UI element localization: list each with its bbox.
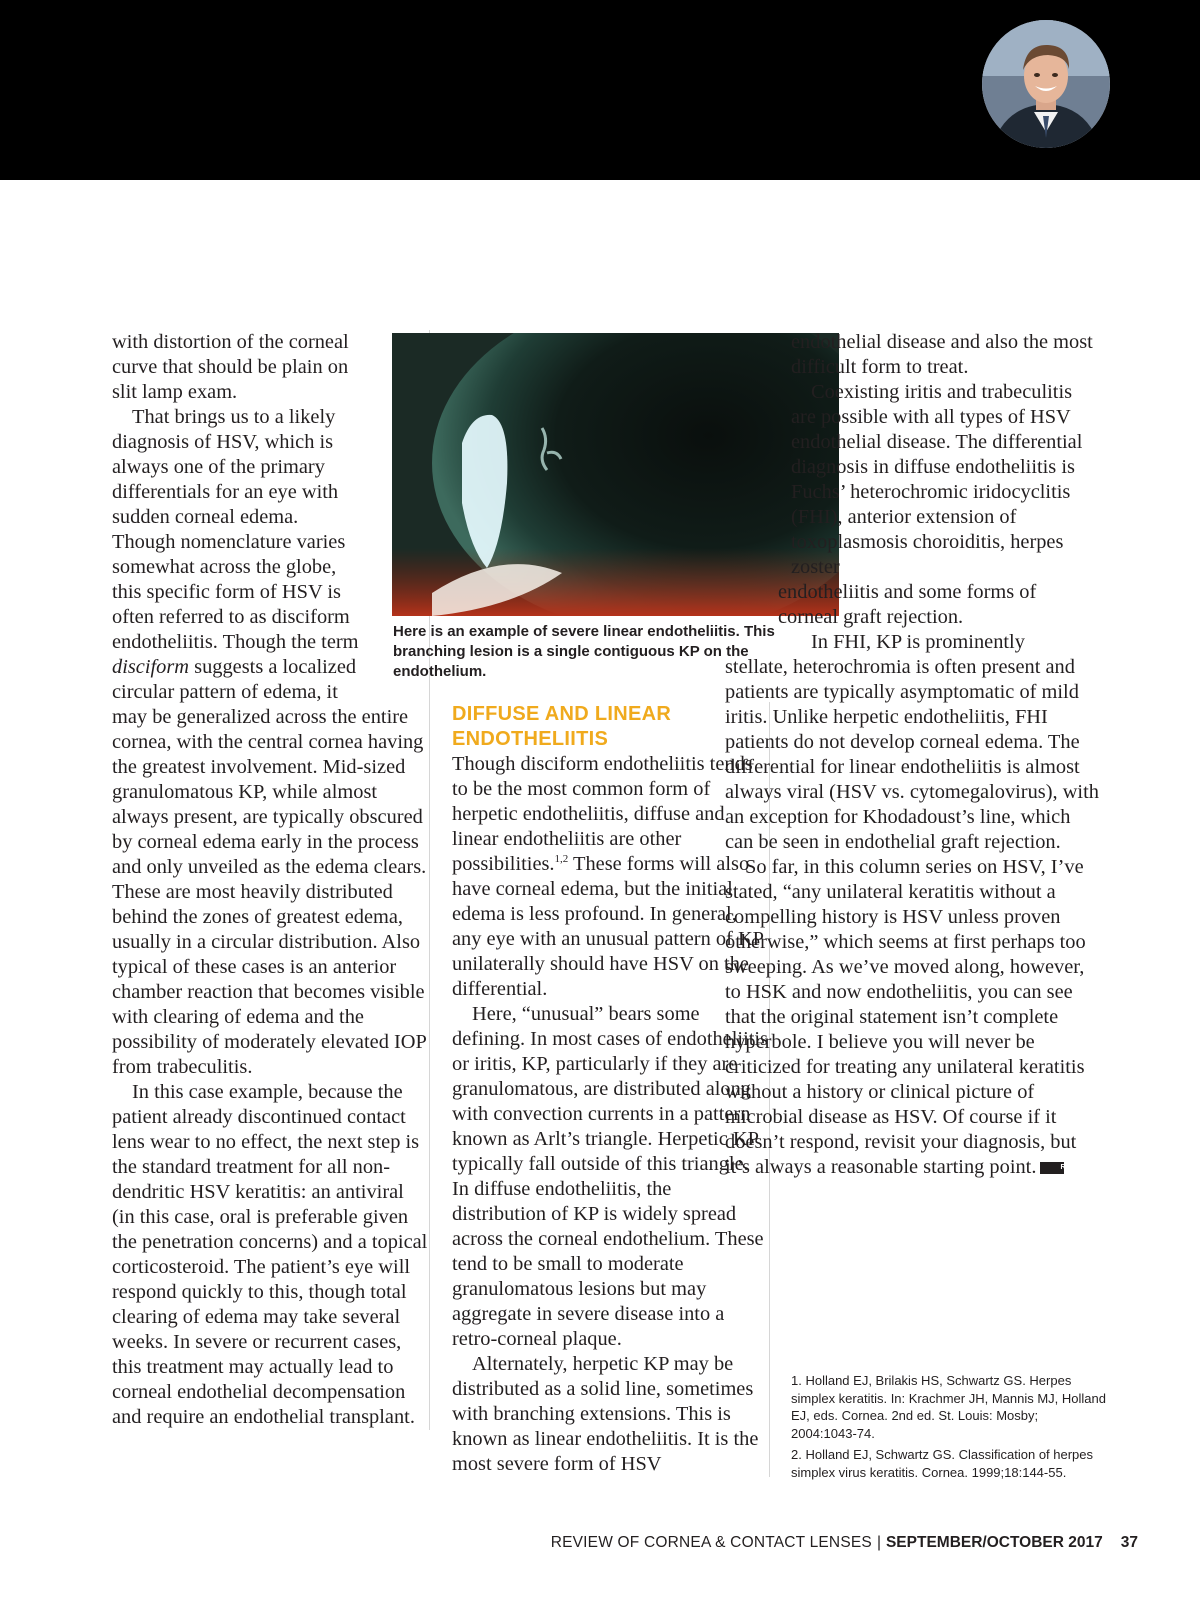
section-heading: DIFFUSE AND LINEAR ENDOTHELIITIS xyxy=(452,703,672,750)
author-portrait-image xyxy=(982,20,1110,148)
issue-date: SEPTEMBER/OCTOBER 2017 xyxy=(885,1534,1103,1551)
col1-paragraph-3: In this case example, because the patient already discontinued contact lens wear to no effect, the next step is the standard treatment for all non-dendritic HSV keratitis: an antiviral (in this case, oral is preferable given the penetration concerns) and a topical corticosteroid. The patient’s eye will respond quickly to this, though total clearing of edema may take several weeks. In severe or recurrent cases, this treatment may actually lead to corneal endothelial decompensation and require an endothelial transplant. xyxy=(112,1081,428,1428)
col1-paragraph-2-continued: may be generalized across the entire cornea, with the central cornea having the greatest involvement. Mid-sized granulomatous KP, while almost always present, are typically obscured by corneal edema early in the process and only unveiled as the edema clears. These are most heavily distributed behind the zones of greatest edema, usually in a circular distribution. Also typical of these cases is an anterior chamber reaction that becomes visible with clearing of edema and the possibility of moderately elevated IOP from trabeculitis. xyxy=(112,706,427,1078)
col3-paragraph-2: Coexisting iritis and trabeculitis are possible with all types of HSV endothelial disease. The differential diagnosis in diffuse endotheliitis is Fuchs’ heterochromic iridocyclitis (FHI), anterior extension of toxoplasmosis choroiditis, herpes zoster xyxy=(791,381,1083,578)
references-list xyxy=(791,1372,1106,1485)
page-footer xyxy=(551,1534,1138,1552)
body-column-3 xyxy=(725,330,1101,1180)
col3-paragraph-2-continued: endotheliitis and some forms of corneal graft rejection. xyxy=(778,581,1037,628)
figure-image xyxy=(392,333,839,616)
end-mark-icon: RCCL xyxy=(1040,1162,1064,1174)
body-column-1 xyxy=(112,330,430,1430)
col3-paragraph-4-text: So far, in this column series on HSV, I’ve stated, “any unilateral keratitis without a compelling history is HSV unless proven otherwise,” which seems at first perhaps too sweeping. As we’ve moved along, however, to HSK and now endotheliitis, you can see that the original statement isn’t complete hyperbole. I believe you will never be criticized for treating any unilateral keratitis without a history or clinical picture of microbial disease as HSV. Of course if it doesn’t respond, revisit your diagnosis, but it’s always a reasonable starting point. xyxy=(725,856,1086,1178)
col3-paragraph-4 xyxy=(725,855,1101,1180)
col3-paragraph-1: endothelial disease and also the most difficult form to treat. xyxy=(791,331,1093,378)
col1-paragraph-1: with distortion of the corneal curve that should be plain on slit lamp exam. xyxy=(112,331,349,403)
page-number: 37 xyxy=(1120,1534,1138,1551)
slit-lamp-eye-photo xyxy=(392,333,839,616)
reference-item: 1. Holland EJ, Brilakis HS, Schwartz GS. Herpes simplex keratitis. In: Krachmer JH, Mannis MJ, Holland EJ, eds. Cornea. 2nd ed. St. Louis: Mosby; 2004:1043-74. xyxy=(791,1373,1106,1441)
author-photo xyxy=(982,20,1110,148)
col1-italic-term: disciform xyxy=(112,656,190,678)
col1-paragraph-2-part-a: That brings us to a likely diagnosis of HSV, which is always one of the primary differentials for an eye with sudden corneal edema. Though nomenclature varies somewhat across the globe, this specific form of HSV is often referred to as disciform endotheliitis. Though the term xyxy=(112,406,359,653)
reference-superscript: 1,2 xyxy=(554,853,569,866)
col2-paragraph-3: Alternately, herpetic KP may be distributed as a solid line, sometimes with branching extensions. This is known as linear endotheliitis. It is the most severe form of HSV xyxy=(452,1353,759,1475)
footer-separator: | xyxy=(876,1534,881,1551)
col2-paragraph-1-part-b: These forms will also have corneal edema, but the initial edema is less profound. In general, any eye with an unusual pattern of KP unilaterally should have HSV on the differential. xyxy=(452,853,764,1000)
col3-paragraph-3-start: In FHI, KP is prominently xyxy=(811,631,1025,653)
reference-item: 2. Holland EJ, Schwartz GS. Classification of herpes simplex virus keratitis. Cornea. 1999;18:144-55. xyxy=(791,1447,1094,1480)
col1-paragraph-2 xyxy=(112,405,364,705)
col2-paragraph-1 xyxy=(452,752,769,1002)
publication-name: REVIEW OF CORNEA & CONTACT LENSES xyxy=(550,1534,872,1551)
col3-paragraph-3: stellate, heterochromia is often present and patients are typically asymptomatic of mild iritis. Unlike herpetic endotheliitis, FHI patients do not develop corneal edema. The differential for linear endotheliitis is almost always viral (HSV vs. cytomegalovirus), with an exception for Khodadoust’s line, which can be seen in endothelial graft rejection. xyxy=(725,656,1099,853)
body-column-2 xyxy=(452,702,770,1477)
col2-paragraph-1-part-a: Though disciform endotheliitis tends to be the most common form of herpetic endotheliitis, diffuse and linear endotheliitis are other possibilities. xyxy=(452,753,753,875)
col2-paragraph-2: Here, “unusual” bears some defining. In most cases of endotheliitis or iritis, KP, particularly if they are granulomatous, are distributed along with convection currents in a pattern known as Arlt’s triangle. Herpetic KP typically fall outside of this triangle. In diffuse endotheliitis, the distribution of KP is widely spread across the corneal endothelium. These tend to be small to moderate granulomatous lesions but may aggregate in severe disease into a retro-corneal plaque. xyxy=(452,1003,768,1350)
figure-caption: Here is an example of severe linear endotheliitis. This branching lesion is a single contiguous KP on the endothelium. xyxy=(393,623,775,680)
col1-paragraph-2-part-b: suggests a localized circular pattern of edema, it xyxy=(112,656,357,703)
